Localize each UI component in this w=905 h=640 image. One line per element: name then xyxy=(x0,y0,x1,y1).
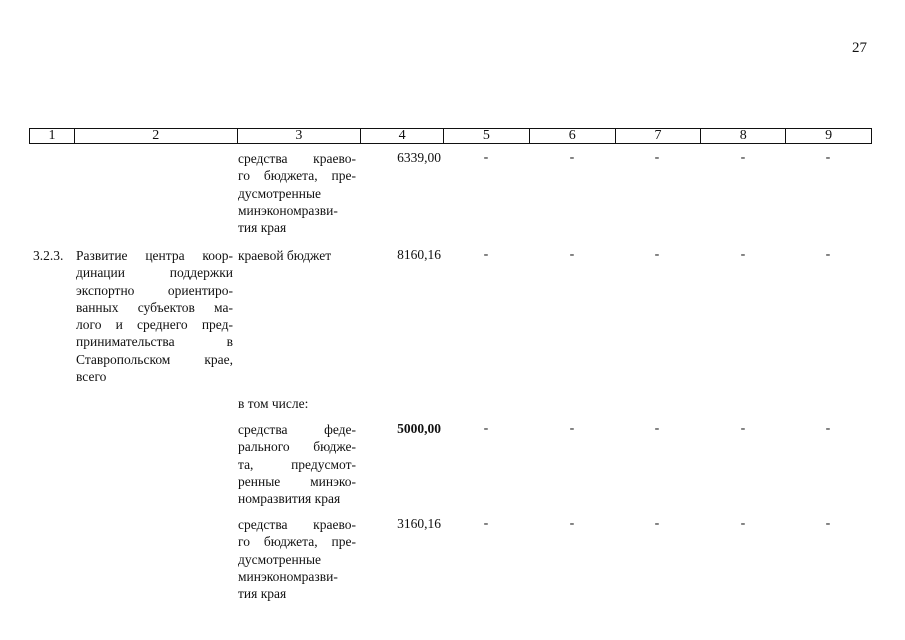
empty-value-dash: - xyxy=(483,150,489,165)
empty-value-dash: - xyxy=(569,516,575,531)
empty-value-dash: - xyxy=(569,247,575,262)
column-header: 5 xyxy=(444,129,530,143)
empty-value-dash: - xyxy=(825,421,831,436)
column-header: 7 xyxy=(616,129,702,143)
item-number-cell: 3.2.3. xyxy=(33,248,64,263)
column-header: 8 xyxy=(701,129,786,143)
amount-cell: 3160,16 xyxy=(397,516,441,531)
text-line: дусмотренные xyxy=(238,551,322,567)
empty-value-dash: - xyxy=(483,516,489,531)
funding-source-cell xyxy=(238,421,356,507)
text-line: тия края xyxy=(238,586,287,602)
empty-value-dash: - xyxy=(654,247,660,262)
empty-value-dash: - xyxy=(569,150,575,165)
empty-value-dash: - xyxy=(483,421,489,436)
empty-value-dash: - xyxy=(825,150,831,165)
text-line: средства краево- xyxy=(238,517,356,532)
text-line: минэкономразви- xyxy=(238,568,338,584)
page-number: 27 xyxy=(852,40,867,56)
text-line: го бюджета, пре- xyxy=(238,534,356,550)
amount-cell: 5000,00 xyxy=(397,421,441,436)
empty-value-dash: - xyxy=(740,516,746,531)
subtotal-label: в том числе: xyxy=(238,396,309,411)
text-line: Развитие центра коор- xyxy=(76,248,233,263)
text-line: та, предусмот- xyxy=(238,456,356,472)
empty-value-dash: - xyxy=(654,150,660,165)
empty-value-dash: - xyxy=(654,421,660,436)
column-header: 4 xyxy=(361,129,444,143)
text-line: средства феде- xyxy=(238,422,356,437)
empty-value-dash: - xyxy=(825,247,831,262)
empty-value-dash: - xyxy=(654,516,660,531)
text-line: экспортно ориентиро- xyxy=(76,282,233,298)
column-header: 9 xyxy=(825,128,833,143)
text-line: номразвития края xyxy=(238,491,341,507)
funding-source-cell xyxy=(238,516,356,602)
item-name-cell xyxy=(76,247,233,385)
column-header: 1 xyxy=(30,129,75,143)
funding-source-cell xyxy=(238,150,356,236)
table-header-row xyxy=(29,128,872,144)
funding-source-cell: краевой бюджет xyxy=(238,248,332,263)
empty-value-dash: - xyxy=(740,421,746,436)
empty-value-dash: - xyxy=(740,247,746,262)
column-header: 2 xyxy=(75,129,238,143)
text-line: принимательства в xyxy=(76,334,233,350)
empty-value-dash: - xyxy=(740,150,746,165)
column-header: 3 xyxy=(238,129,362,143)
text-line: Ставропольском крае, xyxy=(76,351,233,367)
text-line: ванных субъектов ма- xyxy=(76,299,233,315)
text-line: минэкономразви- xyxy=(238,202,338,218)
text-line: средства краево- xyxy=(238,151,356,166)
text-line: лого и среднего пред- xyxy=(76,317,233,333)
text-line: динации поддержки xyxy=(76,265,233,281)
empty-value-dash: - xyxy=(483,247,489,262)
amount-cell: 6339,00 xyxy=(397,150,441,165)
text-line: рального бюдже- xyxy=(238,439,356,455)
amount-cell: 8160,16 xyxy=(397,247,441,262)
empty-value-dash: - xyxy=(825,516,831,531)
text-line: го бюджета, пре- xyxy=(238,168,356,184)
text-line: дусмотренные xyxy=(238,185,322,201)
empty-value-dash: - xyxy=(569,421,575,436)
column-header: 6 xyxy=(530,129,616,143)
text-line: всего xyxy=(76,369,107,385)
text-line: ренные минэко- xyxy=(238,473,356,489)
text-line: тия края xyxy=(238,220,287,236)
